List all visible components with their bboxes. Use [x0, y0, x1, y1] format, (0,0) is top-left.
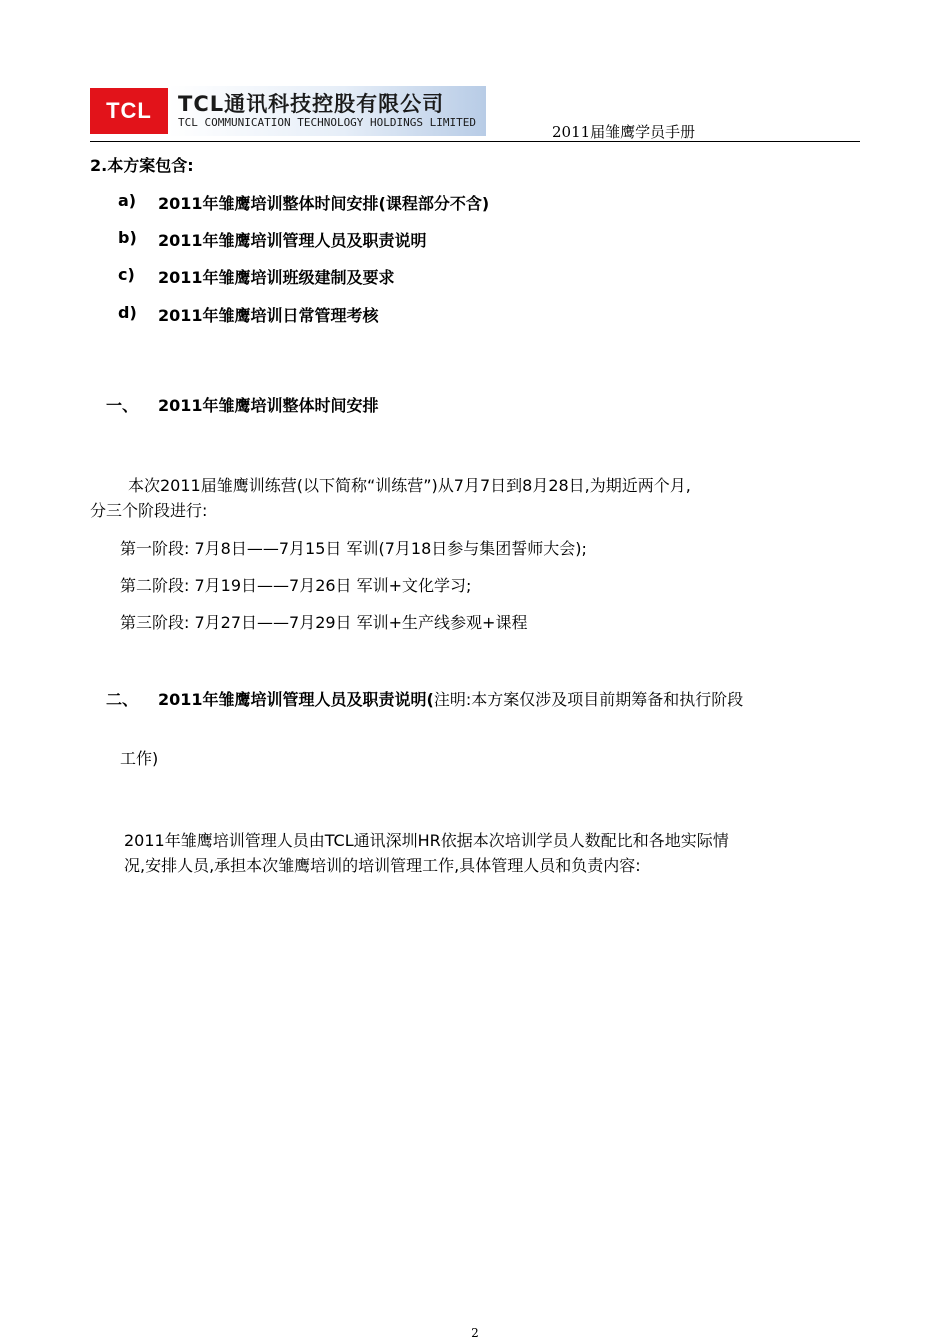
section1-title: 2011年雏鹰培训整体时间安排 [158, 396, 379, 415]
section2-paragraph-line2: 况,安排人员,承担本次雏鹰培训的培训管理工作,具体管理人员和负责内容: [124, 856, 641, 875]
page-number: 2 [471, 1326, 479, 1340]
stage-item: 第二阶段: 7月19日——7月26日 军训+文化学习; [120, 576, 472, 595]
section2-heading-line [158, 687, 743, 710]
section1-paragraph-line2: 分三个阶段进行: [90, 501, 208, 520]
section2-number: 二、 [106, 690, 139, 709]
list-marker: b) [118, 228, 137, 247]
section2-note-continued: 工作) [120, 749, 159, 768]
list-item: 2011年雏鹰培训整体时间安排(课程部分不含) [158, 194, 490, 213]
company-name-cn: TCL通讯科技控股有限公司 [178, 92, 445, 116]
company-name-en: TCL COMMUNICATION TECHNOLOGY HOLDINGS LIMITED [178, 116, 477, 129]
list-marker: c) [118, 265, 135, 284]
tcl-logo-text: TCL [106, 98, 152, 123]
stage-item: 第三阶段: 7月27日——7月29日 军训+生产线参观+课程 [120, 613, 528, 632]
list-item: 2011年雏鹰培训管理人员及职责说明 [158, 231, 427, 250]
intro-heading: 2.本方案包含: [90, 156, 194, 175]
tcl-logo [90, 88, 168, 134]
header-divider [90, 141, 860, 142]
section1-number: 一、 [106, 396, 139, 415]
section2-paragraph-line1: 2011年雏鹰培训管理人员由TCL通讯深圳HR依据本次培训学员人数配比和各地实际情 [124, 831, 729, 850]
list-item: 2011年雏鹰培训班级建制及要求 [158, 268, 395, 287]
section1-paragraph-line1: 本次2011届雏鹰训练营(以下简称“训练营”)从7月7日到8月28日,为期近两个月, [128, 476, 691, 495]
document-title: 2011届雏鹰学员手册 [552, 123, 696, 141]
list-item: 2011年雏鹰培训日常管理考核 [158, 306, 379, 325]
list-marker: d) [118, 303, 137, 322]
stage-item: 第一阶段: 7月8日——7月15日 军训(7月18日参与集团誓师大会); [120, 539, 587, 558]
section2-title: 2011年雏鹰培训管理人员及职责说明( [158, 690, 434, 709]
list-marker: a) [118, 191, 137, 210]
section2-note: 注明:本方案仅涉及项目前期筹备和执行阶段 [433, 690, 744, 709]
